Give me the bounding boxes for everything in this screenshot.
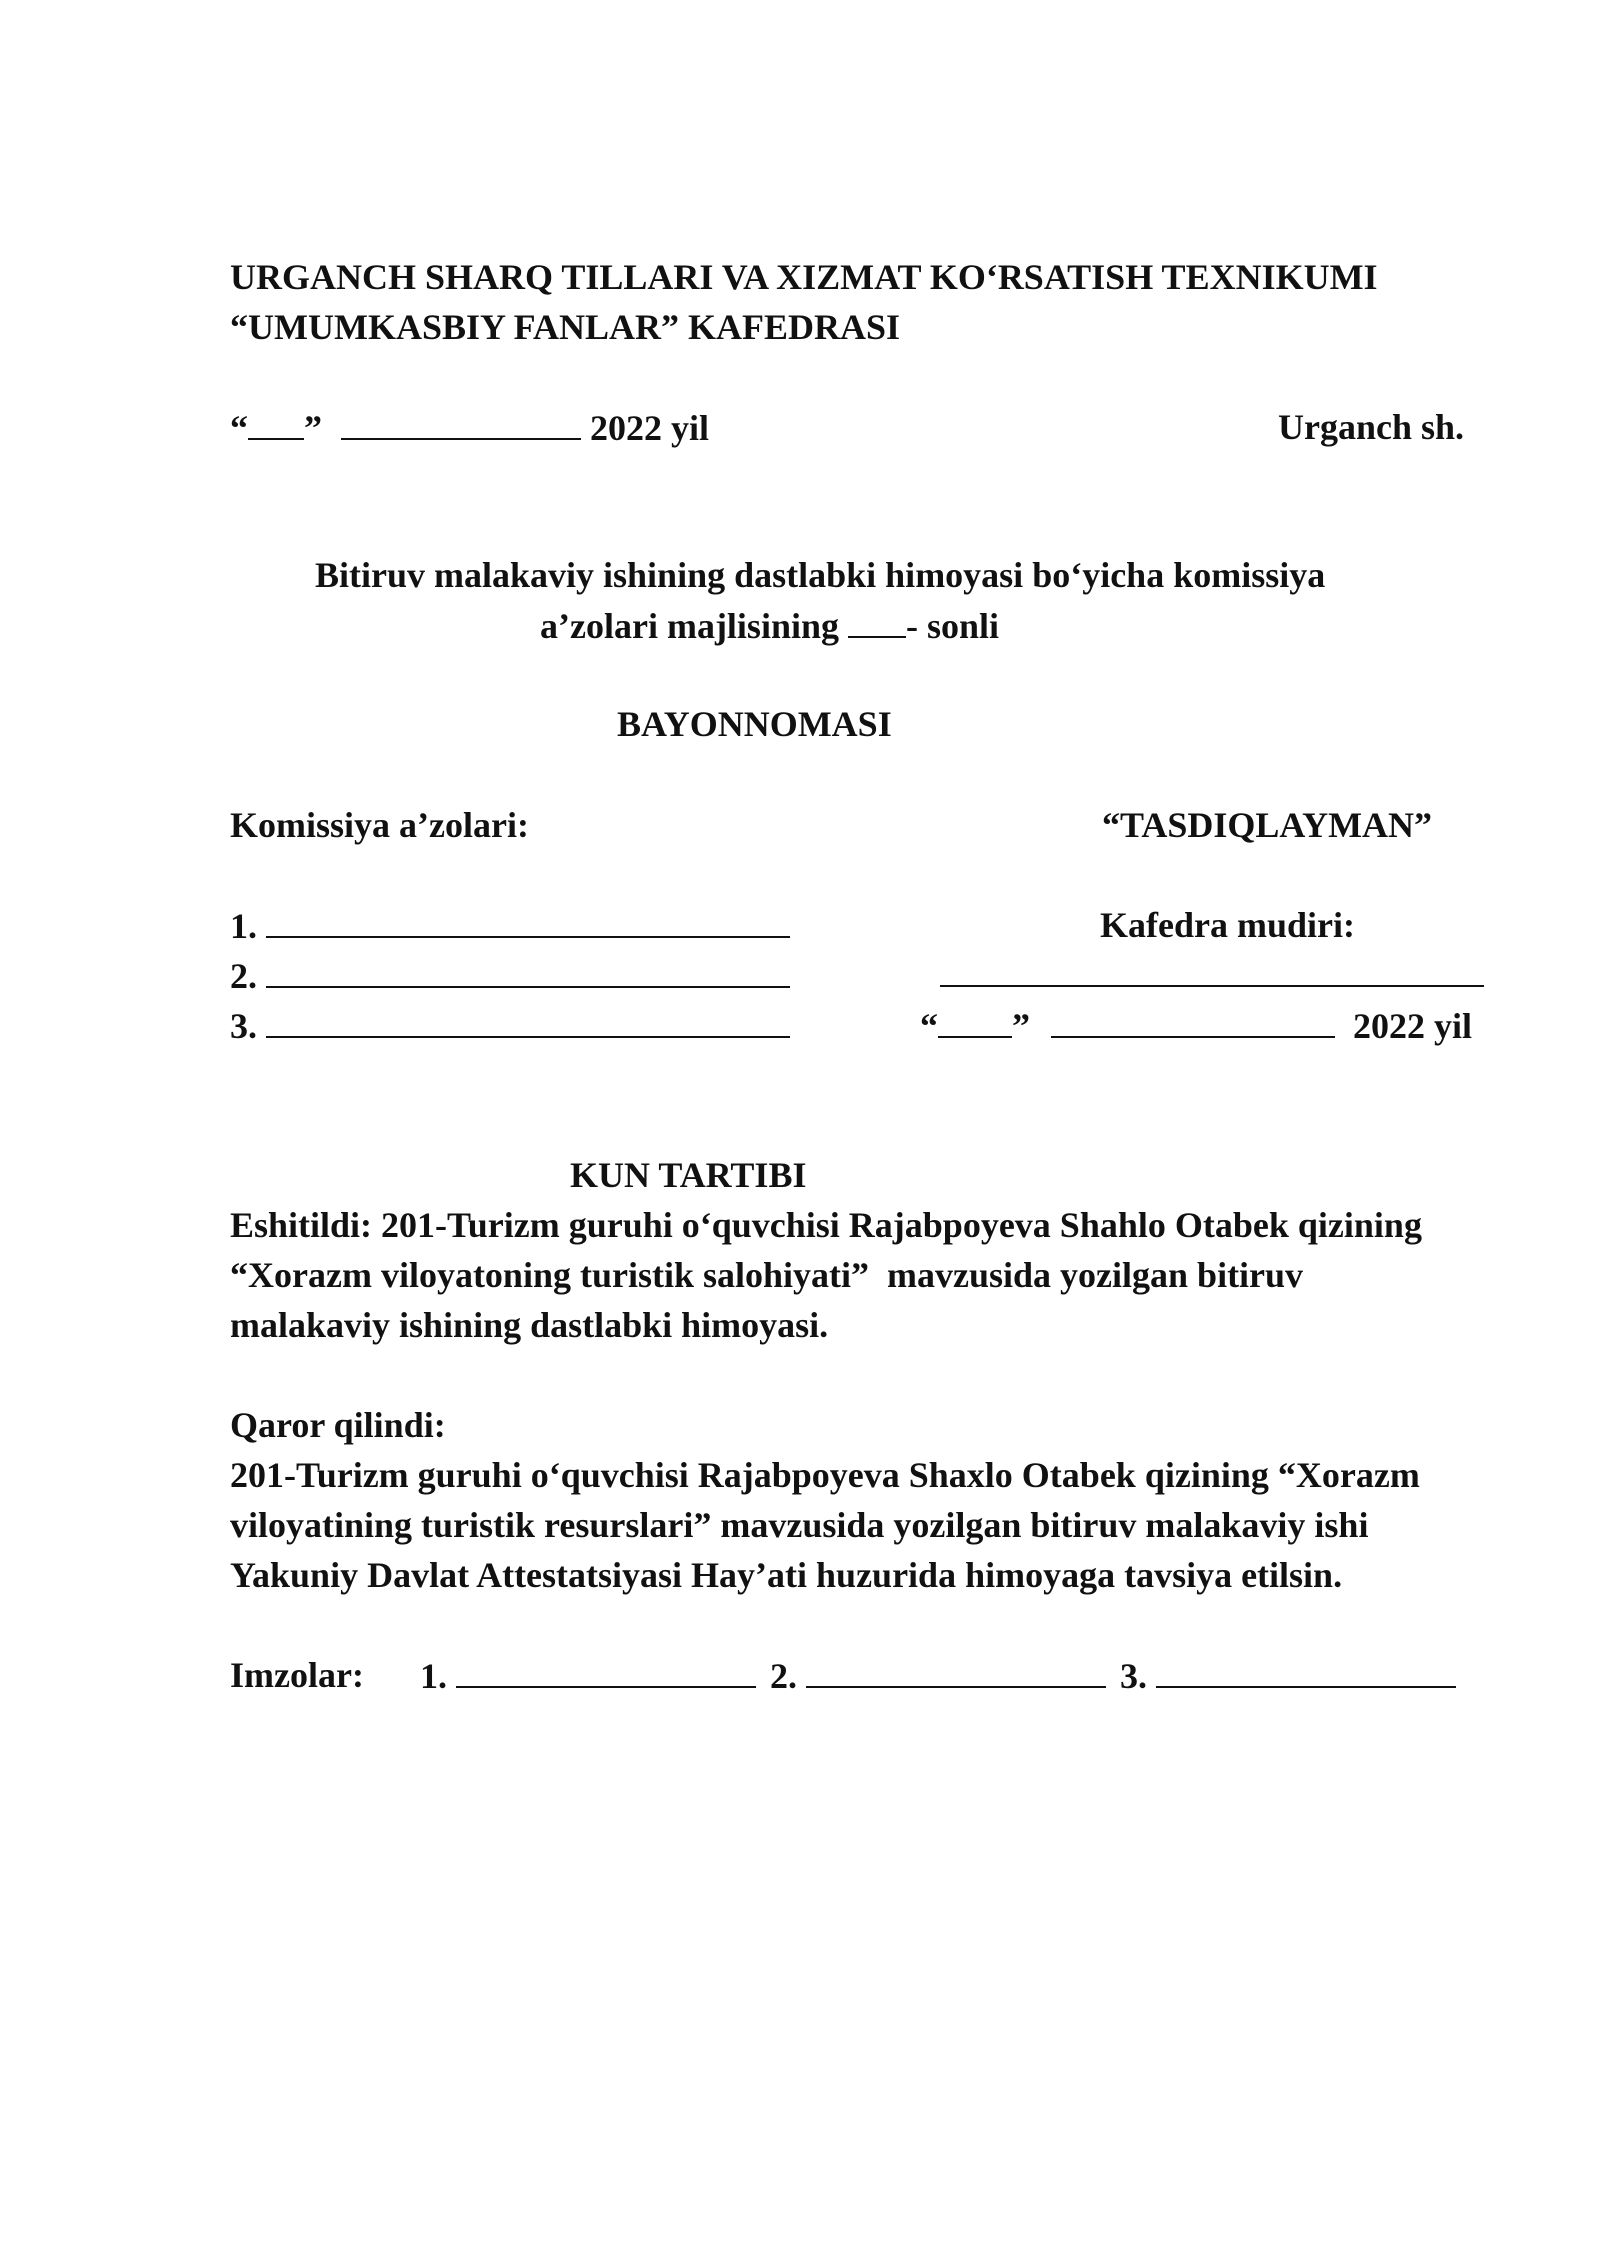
department-name: “UMUMKASBIY FANLAR” KAFEDRASI: [230, 307, 901, 347]
signature-number: 3.: [1120, 1656, 1147, 1696]
approval-day-blank: [938, 1000, 1012, 1038]
decision-line-2: viloyatining turistik resurslari” mavzusida yozilgan bitiruv malakaviy ishi: [230, 1505, 1369, 1545]
heard-line-2: “Xorazm viloyatoning turistik salohiyati” mavzusida yozilgan bitiruv: [230, 1255, 1304, 1295]
subject-line-1: Bitiruv malakaviy ishining dastlabki himoyasi bo‘yicha komissiya: [315, 555, 1326, 595]
head-signature-blank: [940, 948, 1484, 987]
approval-year: 2022 yil: [1353, 1006, 1473, 1046]
member-signature-blank: [266, 900, 790, 938]
signature-number: 2.: [770, 1656, 797, 1696]
approval-month-blank: [1051, 1000, 1335, 1038]
heard-line-1: Eshitildi: 201-Turizm guruhi o‘quvchisi Rajabpoyeva Shahlo Otabek qizining: [230, 1205, 1422, 1245]
document-title: BAYONNOMASI: [617, 704, 892, 744]
day-blank: [248, 402, 304, 440]
member-number: 1.: [230, 906, 257, 946]
commission-member-2: [230, 950, 790, 1001]
signature-1: [420, 1650, 756, 1701]
member-signature-blank: [266, 950, 790, 988]
subject-line-2-suffix: - sonli: [906, 606, 1000, 646]
member-number: 2.: [230, 956, 257, 996]
agenda-title: KUN TARTIBI: [570, 1155, 807, 1195]
approval-open-quote: “: [920, 1006, 938, 1046]
signature-number: 1.: [420, 1656, 447, 1696]
subject-line-2: [540, 600, 999, 651]
meeting-number-blank: [848, 600, 906, 638]
head-of-department-label: Kafedra mudiri:: [1100, 905, 1355, 945]
commission-label: Komissiya a’zolari:: [230, 805, 529, 845]
commission-member-1: [230, 900, 790, 951]
date-year: 2022 yil: [590, 408, 710, 448]
heard-line-3: malakaviy ishining dastlabki himoyasi.: [230, 1305, 829, 1345]
date-close-quote: ”: [304, 408, 322, 448]
signature-3: [1120, 1650, 1456, 1701]
month-blank: [341, 402, 581, 440]
date-line: [230, 402, 709, 453]
approval-date-line: [920, 1000, 1472, 1051]
signature-2: [770, 1650, 1106, 1701]
decision-line-3: Yakuniy Davlat Attestatsiyasi Hay’ati huzurida himoyaga tavsiya etilsin.: [230, 1555, 1343, 1595]
date-open-quote: “: [230, 408, 248, 448]
institution-name: URGANCH SHARQ TILLARI VA XIZMAT KO‘RSATISH TEXNIKUMI: [230, 257, 1378, 297]
commission-member-3: [230, 1000, 790, 1051]
decision-line-1: 201-Turizm guruhi o‘quvchisi Rajabpoyeva Shaxlo Otabek qizining “Xorazm: [230, 1455, 1420, 1495]
decision-label: Qaror qilindi:: [230, 1405, 446, 1445]
signature-blank: [806, 1650, 1106, 1688]
member-number: 3.: [230, 1006, 257, 1046]
approval-label: “TASDIQLAYMAN”: [1102, 805, 1433, 845]
approval-close-quote: ”: [1012, 1006, 1030, 1046]
subject-line-2-prefix: a’zolari majlisining: [540, 606, 848, 646]
signature-blank: [1156, 1650, 1456, 1688]
member-signature-blank: [266, 1000, 790, 1038]
signatures-label: Imzolar:: [230, 1655, 364, 1695]
signature-blank: [456, 1650, 756, 1688]
city-label: Urganch sh.: [1278, 407, 1465, 447]
